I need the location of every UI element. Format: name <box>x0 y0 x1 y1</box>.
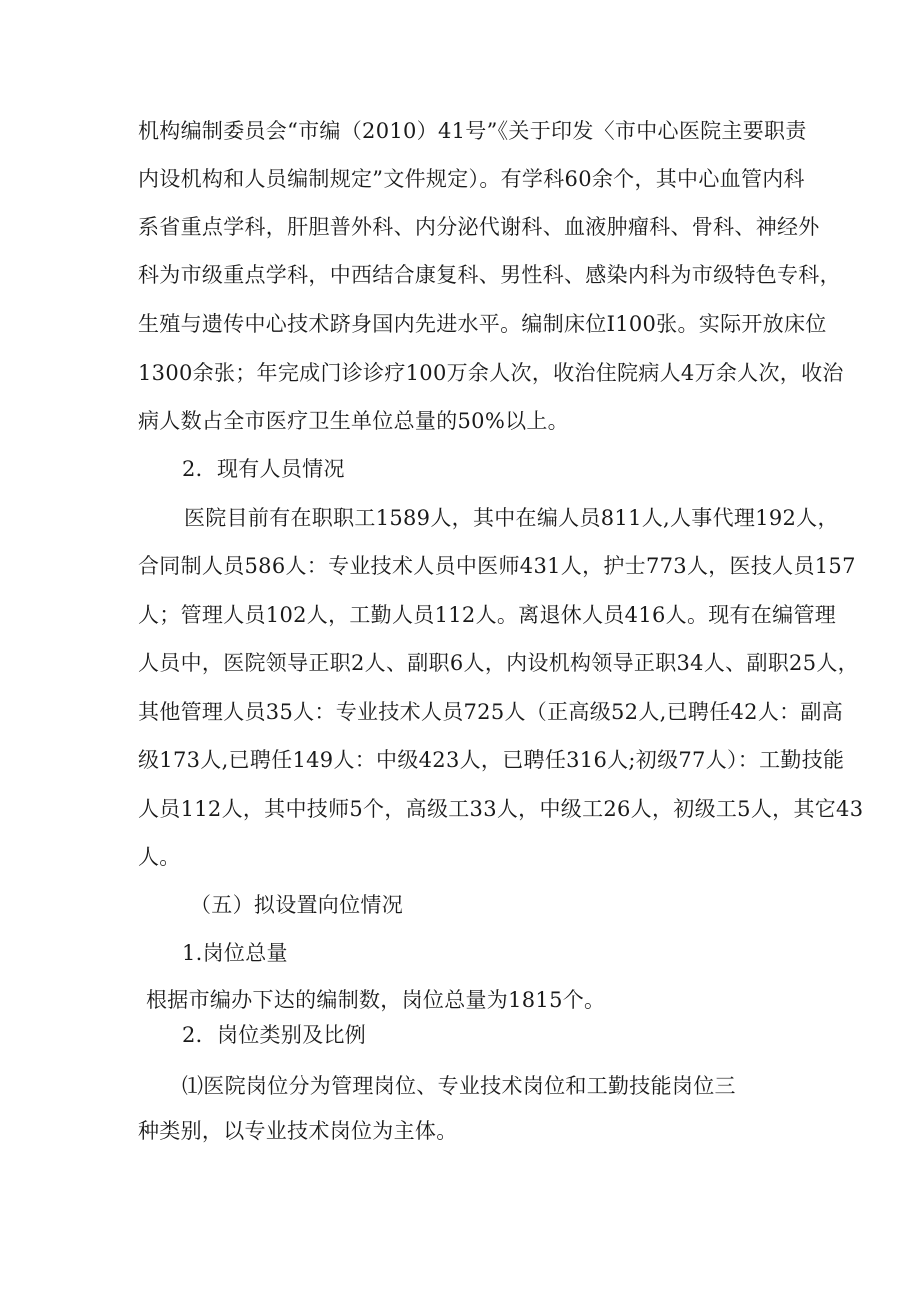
paragraph-line: 合同制人员586人：专业技术人员中医师431人，护士773人，医技人员157 <box>138 554 856 578</box>
subsection-heading: 2．岗位类别及比例 <box>182 1023 367 1047</box>
paragraph-line: 人。 <box>138 845 181 869</box>
paragraph-line: 内设机构和人员编制规定”文件规定）。有学科60余个，其中心血管内科 <box>138 167 805 191</box>
paragraph-line: 机构编制委员会“市编（2010）41号”《关于印发〈市中心医院主要职责 <box>138 119 807 143</box>
paragraph-line: 种类别，以专业技术岗位为主体。 <box>138 1119 458 1143</box>
paragraph-line: 级173人,已聘任149人：中级423人，已聘任316人;初级77人）：工勤技能 <box>138 748 845 772</box>
paragraph-line: 其他管理人员35人：专业技术人员725人（正高级52人,已聘任42人：副高 <box>138 700 844 724</box>
paragraph-line: 科为市级重点学科，中西结合康复科、男性科、感染内科为市级特色专科， <box>138 263 841 287</box>
paragraph-line: 病人数占全市医疗卫生单位总量的50%以上。 <box>138 409 569 433</box>
paragraph-line: 人员112人，其中技师5个，高级工33人，中级工26人，初级工5人，其它43 <box>138 797 864 821</box>
subsection-heading: 1.岗位总量 <box>182 941 288 965</box>
paragraph-line: ⑴医院岗位分为管理岗位、专业技术岗位和工勤技能岗位三 <box>182 1074 736 1098</box>
paragraph-line: 1300余张；年完成门诊诊疗100万余人次，收治住院病人4万余人次，收治 <box>138 361 844 385</box>
section-heading: （五）拟设置向位情况 <box>190 893 403 917</box>
paragraph-line: 系省重点学科，肝胆普外科、内分泌代谢科、血液肿瘤科、骨科、神经外 <box>138 215 820 239</box>
paragraph-line: 人员中，医院领导正职2人、副职6人，内设机构领导正职34人、副职25人， <box>138 651 859 675</box>
paragraph-line: 根据市编办下达的编制数，岗位总量为1815个。 <box>146 988 606 1012</box>
paragraph-line: 医院目前有在职职工1589人，其中在编人员811人,人事代理192人， <box>184 506 839 530</box>
paragraph-line: 生殖与遗传中心技术跻身国内先进水平。编制床位I100张。实际开放床位 <box>138 312 827 336</box>
section-heading: 2．现有人员情况 <box>182 457 345 481</box>
paragraph-line: 人；管理人员102人，工勤人员112人。离退休人员416人。现有在编管理 <box>138 603 837 627</box>
